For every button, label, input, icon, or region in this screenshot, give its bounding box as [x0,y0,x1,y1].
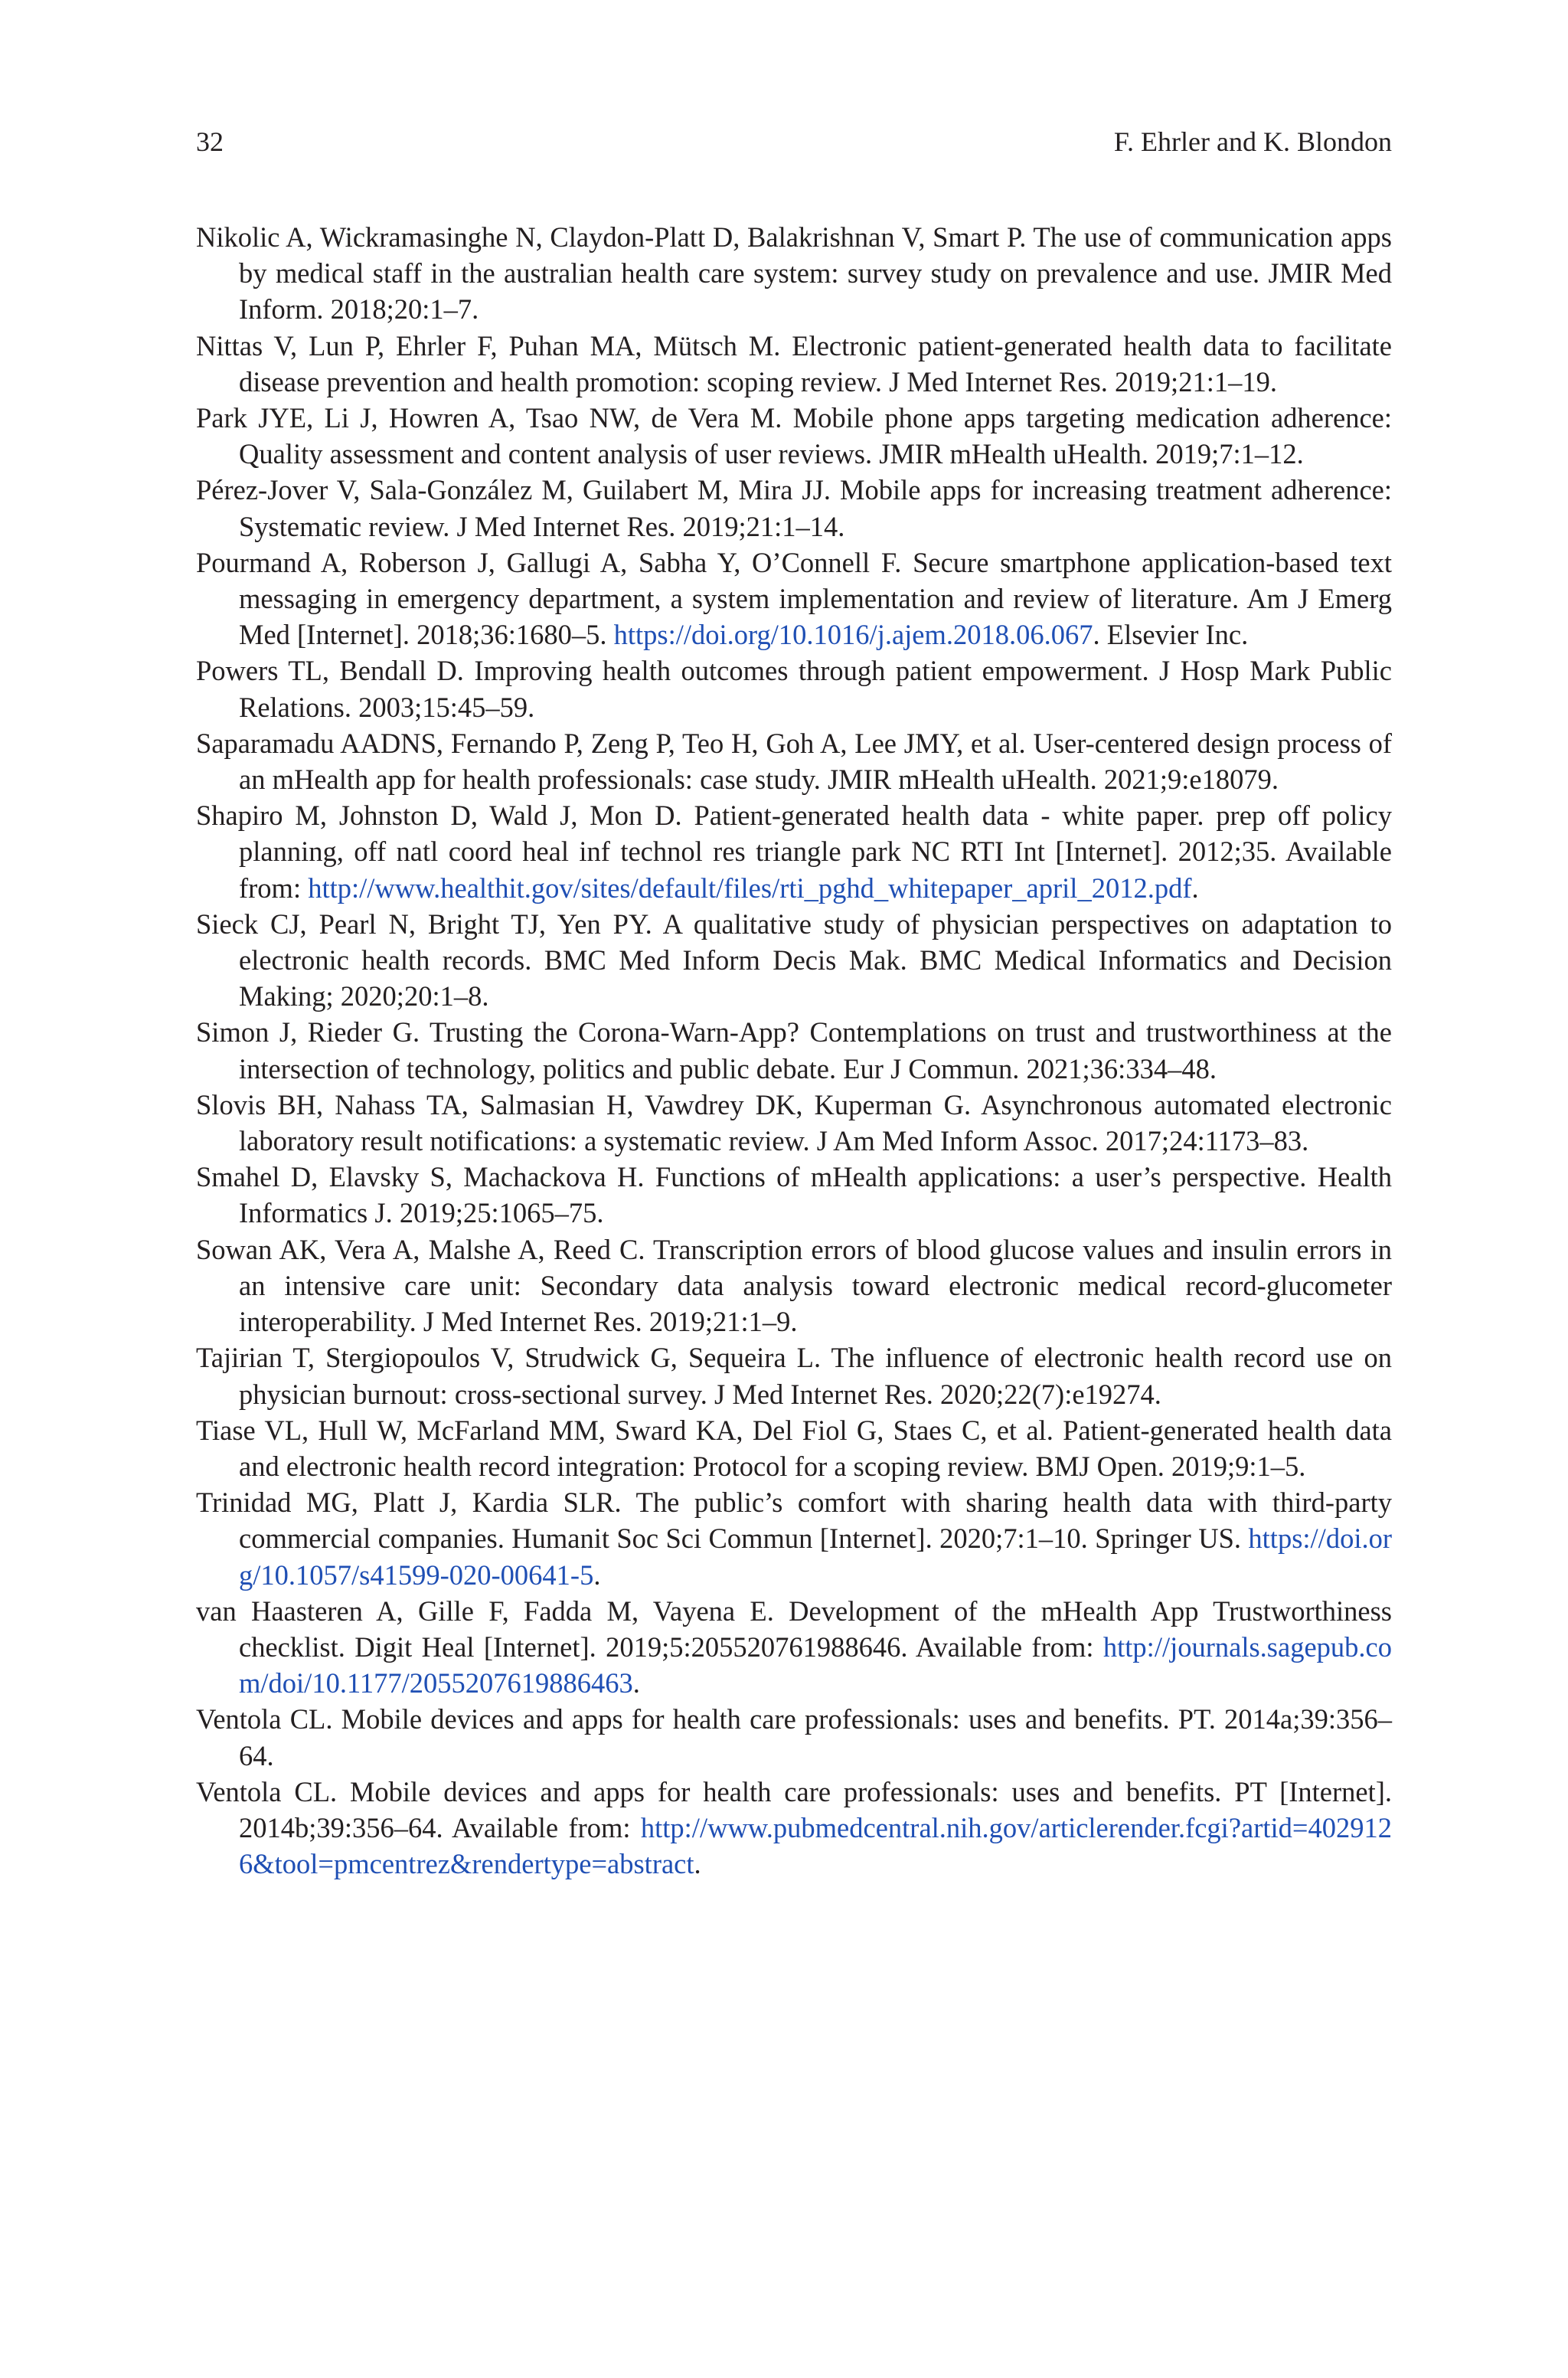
reference-item [196,1339,1392,1411]
reference-text: Trinidad MG, Platt J, Kardia SLR. The public’s comfort with sharing health data with third-party commercial companies. Humanit Soc Sci Commun [Internet]. 2020;7:1–10. Springer US. [196,1487,1392,1555]
reference-item [196,797,1392,906]
reference-text: Simon J, Rieder G. Trusting the Corona-Warn-App? Contemplations on trust and trustworthiness at the intersection of technology, politics and public debate. Eur J Commun. 2021;36:334–48. [196,1016,1392,1084]
reference-trailing-text: . [593,1559,601,1591]
reference-text: van Haasteren A, Gille F, Fadda M, Vayena E. Development of the mHealth App Trustworthiness checklist. Digit Heal [Internet]. 2019;5:205520761988646. Available from: [196,1595,1392,1663]
reference-item [196,653,1392,725]
running-authors: F. Ehrler and K. Blondon [1113,126,1392,157]
reference-text: Powers TL, Bendall D. Improving health outcomes through patient empowerment. J Hosp Mark Public Relations. 2003;15:45–59. [196,655,1392,723]
reference-item [196,1159,1392,1231]
reference-item [196,1087,1392,1159]
reference-item [196,1014,1392,1086]
reference-item [196,400,1392,472]
reference-text: Nikolic A, Wickramasinghe N, Claydon-Platt D, Balakrishnan V, Smart P. The use of communication apps by medical staff in the australian health care system: survey study on prevalence and use. JMIR Med Inform. 2018;20:1–7. [196,221,1392,325]
reference-item [196,725,1392,797]
reference-item [196,1232,1392,1340]
reference-text: Shapiro M, Johnston D, Wald J, Mon D. Patient-generated health data - white paper. prep off policy planning, off natl coord heal inf technol res triangle park NC RTI Int [Internet]. 2012;35. Available from: [196,800,1392,904]
reference-text: Pérez-Jover V, Sala-González M, Guilabert M, Mira JJ. Mobile apps for increasing treatment adherence: Systematic review. J Med Internet Res. 2019;21:1–14. [196,474,1392,542]
reference-link[interactable]: http://www.pubmedcentral.nih.gov/articlerender.fcgi?artid=4029126&tool=pmcentrez&rendertype=abstract [239,1811,1392,1880]
reference-text: Nittas V, Lun P, Ehrler F, Puhan MA, Mütsch M. Electronic patient-generated health data to facilitate disease prevention and health promotion: scoping review. J Med Internet Res. 2019;21:1–19. [196,329,1392,397]
reference-item [196,219,1392,328]
reference-link[interactable]: http://www.healthit.gov/sites/default/files/rti_pghd_whitepaper_april_2012.pdf [308,872,1192,904]
reference-item [196,1774,1392,1882]
reference-text: Tajirian T, Stergiopoulos V, Strudwick G, Sequeira L. The influence of electronic health record use on physician burnout: cross-sectional survey. J Med Internet Res. 2020;22(7):e19274. [196,1342,1392,1410]
reference-text: Ventola CL. Mobile devices and apps for health care professionals: uses and benefits. PT. 2014a;39:356–64. [196,1703,1392,1771]
reference-link[interactable]: http://journals.sagepub.com/doi/10.1177/2055207619886463 [239,1631,1392,1699]
reference-item [196,1412,1392,1484]
reference-trailing-text: . [632,1667,640,1699]
page [196,0,1392,2378]
reference-item [196,1593,1392,1702]
reference-item [196,906,1392,1015]
reference-link[interactable]: https://doi.org/10.1057/s41599-020-00641-5 [239,1523,1392,1591]
page-number: 32 [196,126,224,157]
running-header [196,123,1392,161]
reference-item [196,1484,1392,1593]
reference-text: Ventola CL. Mobile devices and apps for health care professionals: uses and benefits. PT [Internet]. 2014b;39:356–64. Available from: [196,1775,1392,1843]
reference-list [196,219,1392,1882]
reference-text: Sowan AK, Vera A, Malshe A, Reed C. Transcription errors of blood glucose values and insulin errors in an intensive care unit: Secondary data analysis toward electronic medical record-glucometer interoperability. J Med Internet Res. 2019;21:1–9. [196,1233,1392,1338]
reference-text: Slovis BH, Nahass TA, Salmasian H, Vawdrey DK, Kuperman G. Asynchronous automated electronic laboratory result notifications: a systematic review. J Am Med Inform Assoc. 2017;24:1173–83. [196,1088,1392,1157]
reference-text: Sieck CJ, Pearl N, Bright TJ, Yen PY. A qualitative study of physician perspectives on adaptation to electronic health records. BMC Med Inform Decis Mak. BMC Medical Informatics and Decision Making; 2020;20:1–8. [196,908,1392,1012]
reference-text: Park JYE, Li J, Howren A, Tsao NW, de Vera M. Mobile phone apps targeting medication adherence: Quality assessment and content analysis of user reviews. JMIR mHealth uHealth. 2019;7:1–12. [196,402,1392,470]
reference-text: Smahel D, Elavsky S, Machackova H. Functions of mHealth applications: a user’s perspective. Health Informatics J. 2019;25:1065–75. [196,1161,1392,1229]
reference-trailing-text: . [1191,872,1199,904]
reference-trailing-text: . [694,1848,701,1880]
reference-trailing-text: . Elsevier Inc. [1093,619,1249,651]
reference-item [196,545,1392,653]
reference-item [196,472,1392,544]
reference-item [196,1701,1392,1773]
reference-text: Pourmand A, Roberson J, Gallugi A, Sabha Y, O’Connell F. Secure smartphone application-based text messaging in emergency department, a system implementation and review of literature. Am J Emerg Med [Internet]. 2018;36:1680–5. [196,546,1392,651]
reference-text: Tiase VL, Hull W, McFarland MM, Sward KA, Del Fiol G, Staes C, et al. Patient-generated health data and electronic health record integration: Protocol for a scoping review. BMJ Open. 2019;9:1–5. [196,1414,1392,1482]
reference-item [196,328,1392,400]
reference-text: Saparamadu AADNS, Fernando P, Zeng P, Teo H, Goh A, Lee JMY, et al. User-centered design process of an mHealth app for health professionals: case study. JMIR mHealth uHealth. 2021;9:e18079. [196,727,1392,796]
reference-link[interactable]: https://doi.org/10.1016/j.ajem.2018.06.067 [613,619,1093,651]
